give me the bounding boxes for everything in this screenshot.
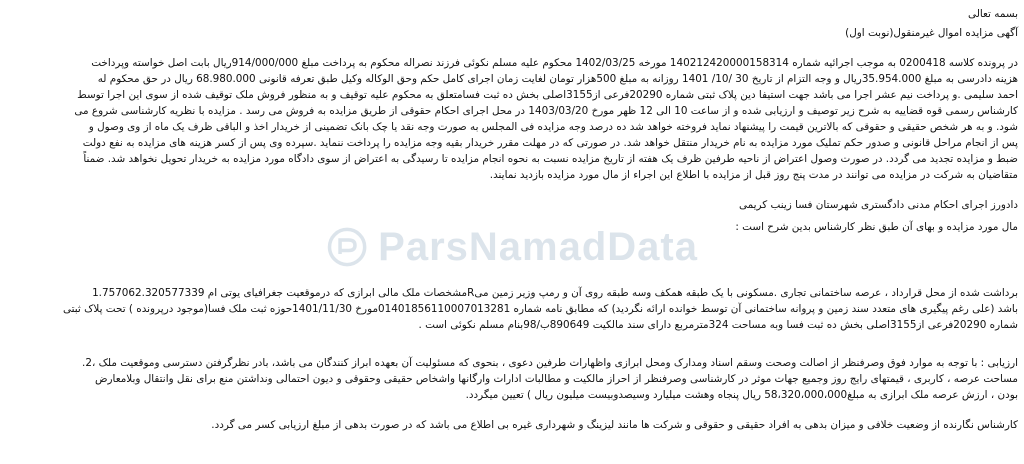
paragraph-line: پس از انجام مراحل قانونی و صدور حکم تملیک مورد مزایده به نام خریدار منتقل خواهد شد. در صورتی که در مهلت مقرر خریدار بقیه وجه مزایده را پرداخت ننماید .سپرده وی پس از کسر هزینه های مزایده به نفع دولت (82, 137, 1018, 149)
paragraph-line: هزینه دادرسی به مبلغ 35.954.000ریال و وجه التزام از تاریخ 30 /10/ 1401 روزانه به مبلغ 500هزار تومان لغایت زمان اجرای کامل حکم وحق الوکاله وکیل طبق تعرفه قانونی 68.980.000 ریال در حق محکوم له (97, 73, 1018, 85)
valuation-paragraph (6, 355, 1018, 403)
property-description (6, 285, 1018, 333)
execution-paragraph (6, 55, 1018, 183)
paragraph-line: متقاضیان به شرکت در مزایده می توانند در مدت پنج روز قبل از مزایده با اطلاع این اجراء از مال مورد مزایده بازدید نمایند. (489, 169, 1018, 181)
intro-line: مال مورد مزایده و بهای آن طبق نظر کارشناس بدین شرح است : (735, 221, 1018, 233)
paragraph-line: شود. و به هر شخص حقیقی و حقوقی که بالاترین قیمت را پیشنهاد نماید فروخته خواهد شد ده درصد وجه مزایده فی المجلس به صورت وجه نقد یا چک بانک تضمینی از خریدار اخذ و الباقی ظرف یک ماه از وی وصول و (88, 121, 1018, 133)
paragraph-line: ضبط و مزایده تجدید می گردد. در صورت وصول اعتراض از ناحیه طرفین ظرف یک هفته از تاریخ مزایده نسبت به نحوه انجام مزایده تا رسیدگی به اعتراض از سوی دادگاه مورد مزایده به خریدار تحویل نخواهد شد. ضمناً (83, 153, 1018, 165)
signature-line: دادورز اجرای احکام مدنی دادگستری شهرستان فسا زینب کریمی (738, 199, 1018, 211)
paragraph-line: احمد سلیمی .و پرداخت نیم عشر اجرا می باشد جهت استیفا دین پلاک ثبتی شماره 20290فرعی از3155اصلی بخش ده ثبت فسامتعلق به محکوم علیه توقیف و به منظور فروش ملک توقیف شده از سوی این اجرا توسط (77, 89, 1018, 101)
paragraph-line: کارشناس رسمی قوه قضاییه به شرح زیر توصیف و ارزیابی شده و از ساعت 10 الی 12 ظهر مورخ 1403/03/20 در محل اجرای احکام حقوقی از طریق مزایده به فروش می رسد . مزایده با نظریه کارشناسی شروع می (74, 105, 1018, 117)
paragraph-line: باشد (علی رغم پیگیری های متعدد سند زمین و پروانه ساختمانی آن توسط خوانده ارائه نگردید) که مطابق نامه شماره 01401856110007013281مورخ 1401/11/30حوزه ثبت ملک فسا(موجود درپرونده ) تحت پلاک ثبتی (62, 303, 1018, 315)
footer-note: کارشناس نگارنده از وضعیت خلافی و میزان بدهی به افراد حقیقی و حقوقی و شرکت ها مانند لیزینگ و شهرداری غیره بی اطلاع می باشد که در صورت بدهی از مبلغ ارزیابی کسر می گردد. (211, 419, 1018, 431)
watermark-text: ParsNamadData (378, 224, 698, 269)
paragraph-line: مساحت عرصه ، کاربری ، قیمتهای رایج روز وجمیع جهات موثر در کارشناسی وصرفنظر از احراز مالکیت و مطالبات ادارات وارگانها واشخاص حقیقی وحقوقی و دیون احتمالی ونداشتن منع برای نقل وانتقال وبلامعارض (94, 373, 1018, 385)
paragraph-line: در پرونده کلاسه 0200418 به موجب اجرائیه شماره 140212420000158314 مورخه 1402/03/25 محکوم علیه مسلم نکوئی فرزند نصراله محکوم به پرداخت مبلغ 914/000/000ریال بابت اصل خواسته وپرداخت (91, 57, 1018, 69)
document-title: آگهی مزایده اموال غیرمنقول(نوبت اول) (845, 27, 1018, 39)
paragraph-line: شماره 20290فرعی از3155اصلی بخش ده ثبت فسا وبه مساحت 324مترمربع دارای سند مالکیت 890649ب/98بنام مسلم نکوئی است . (418, 319, 1018, 331)
paragraph-line: بودن ، ارزش عرصه ملک ابرازی به مبلغ58،320،000،000 ریال پنجاه وهشت میلیارد وسیصدوبیست میلیون ریال ) تعیین میگردد. (465, 389, 1018, 401)
paragraph-line: ارزیابی : با توجه به موارد فوق وصرفنظر از اصالت وصحت وسقم اسناد ومدارک ومحل ابرازی واظهارات طرفین دعوی ، بنحوی که مسئولیت آن بعهده ابراز کنندگان می باشد، بادر نظرگرفتن دسترسی وموقعیت ملک ،2. (82, 357, 1018, 369)
paragraph-line: برداشت شده از محل قرارداد ، عرصه ساختمانی تجاری .مسکونی با یک طبقه همکف وسه طبقه روی آن و رمپ وزیر زمین میRمشخصات ملک مالی ابرازی که درموقعیت جغرافیای یوتی ام 1.757062.320577339 (92, 287, 1018, 299)
document-heading: بسمه تعالی (968, 8, 1018, 20)
